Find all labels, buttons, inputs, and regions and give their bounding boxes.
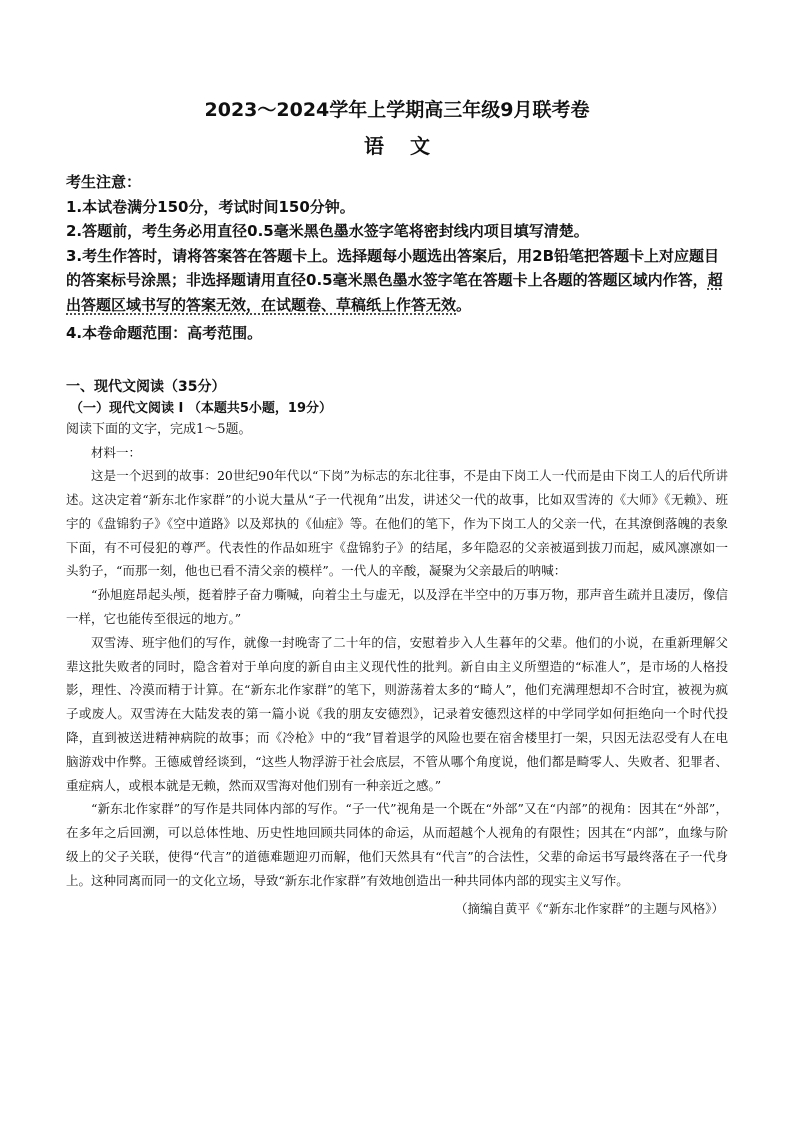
notice-item-3-text: 3.考生作答时，请将答案答在答题卡上。选择题每小题选出答案后，用2B铅笔把答题卡上对应题目的答案标号涂黑；非选择题请用直径0.5毫米黑色墨水签字笔在答题卡上各题的答题区域内作答， [66, 246, 720, 289]
passage-source: （摘编自黄平《“新东北作家群”的主题与风格》） [454, 900, 724, 916]
notice-heading: 考生注意： [66, 173, 142, 191]
reading-instruction: 阅读下面的文字，完成1～5题。 [66, 421, 252, 437]
section-heading: 一、现代文阅读（35分） [66, 378, 226, 395]
material-label: 材料一： [91, 444, 142, 460]
notice-item-3-end: 。 [456, 295, 472, 314]
passage-paragraph: 双雪涛、班宇他们的写作，就像一封晚寄了二十年的信，安慰着步入人生暮年的父辈。他们的小说，在重新理解父辈这批失败者的同时，隐含着对于单向度的新自由主义现代性的批判。新自由主义所塑造的“标准人”，是市场的人格投影，理性、冷漠而精于计算。在“新东北作家群”的笔下，则游荡着太多的“畸人”，他们充满理想却不合时宜，被视为疯子或废人。双雪涛在大陆发表的第一篇小说《我的朋友安德烈》，记录着安德烈这样的中学同学如何拒绝向一个时代投降，直到被送进精神病院的故事；而《冷枪》中的“我”冒着退学的风险也要在宿舍楼里打一架，只因无法忍受有人在电脑游戏中作弊。王德威曾经谈到，“这些人物浮游于社会底层，不管从哪个角度说，他们都是畸零人、失败者、犯罪者、重症病人，或根本就是无赖，然而双雪海对他们别有一种亲近之感。” [66, 634, 728, 793]
notice-item-4: 4.本卷命题范围：高考范围。 [66, 324, 263, 342]
passage-paragraph: “孙旭庭昂起头颅，挺着脖子奋力嘶喊，向着尘土与虚无，以及浮在半空中的万事万物，那声音生疏并且凄厉，像信一样，它也能传至很远的地方。” [66, 587, 728, 627]
notice-item-1: 1.本试卷满分150分，考试时间150分钟。 [66, 197, 355, 216]
subject-title: 语文 [364, 134, 456, 158]
passage-paragraph: “新东北作家群”的写作是共同体内部的写作。“子一代”视角是一个既在“外部”又在“内部”的视角：因其在“外部”，在多年之后回溯，可以总体性地、历史性地回顾共同体的命运，从而超越个人视角的有限性；因其在“内部”，血缘与阶级上的父子关联，使得“代言”的道德难题迎刃而解，他们天然具有“代言”的合法性，父辈的命运书写最终落在子一代身上。这种同离而同一的文化立场，导致“新东北作家群”有效地创造出一种共同体内部的现实主义写作。 [66, 801, 728, 888]
notice-item-3-emphasis: 超出答题区域书写的答案无效，在试题卷、草稿纸上作答无效 [66, 271, 723, 314]
candidate-notice [66, 170, 728, 346]
subsection-heading: （一）现代文阅读 I （本题共5小题，19分） [70, 400, 333, 416]
exam-title: 2023～2024学年上学期高三年级9月联考卷 [204, 99, 590, 121]
notice-item-3 [66, 244, 728, 318]
reading-passage [66, 441, 728, 893]
passage-paragraph: 这是一个迟到的故事：20世纪90年代以“下岗”为标志的东北往事，不是由下岗工人一代而是由下岗工人的后代所讲述。这决定着“新东北作家群”的小说大量从“子一代视角”出发，讲述父一代的故事，比如双雪涛的《大师》《无赖》、班宇的《盘锦豹子》《空中道路》以及郑执的《仙症》等。在他们的笔下，作为下岗工人的父亲一代，在其潦倒落魄的表象下面，有不可侵犯的尊严。代表性的作品如班宇《盘锦豹子》的结尾，多年隐忍的父亲被逼到拔刀而起，威风凛凛如一头豹子，“而那一刻，他也已看不清父亲的模样”。一代人的辛酸，凝聚为父亲最后的呐喊： [66, 468, 728, 579]
notice-item-2: 2.答题前，考生务必用直径0.5毫米黑色墨水签字笔将密封线内项目填写清楚。 [66, 222, 589, 240]
